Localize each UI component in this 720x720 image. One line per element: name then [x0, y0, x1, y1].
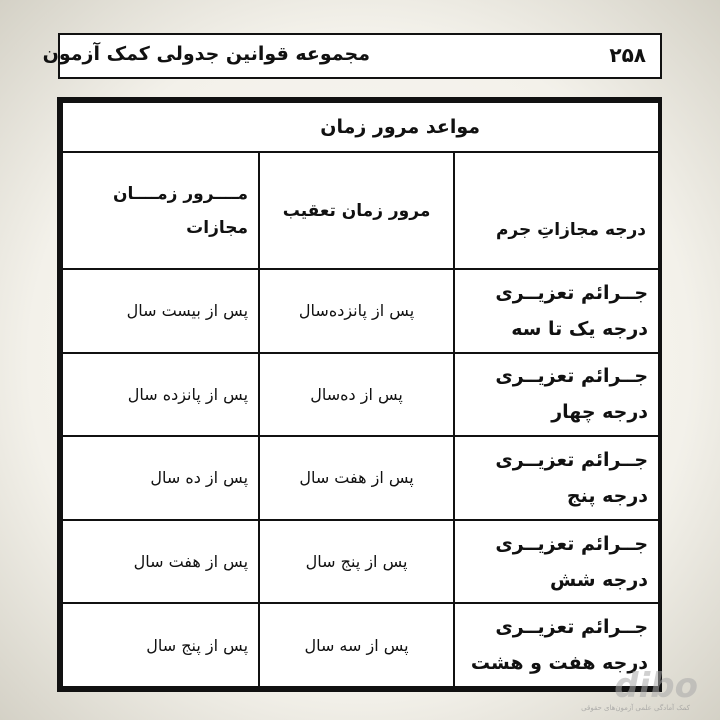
column-header-prosecution: مرور زمان تعقیب	[259, 152, 454, 269]
prosecution-limit-cell: پس از پانزده‌سال	[259, 269, 454, 353]
crime-degree-cell: جــرائم تعزیــری درجه یک تا سه	[454, 269, 659, 353]
crime-degree-cell: جــرائم تعزیــری درجه شش	[454, 520, 659, 604]
limitation-table	[61, 101, 660, 688]
table-row	[62, 353, 659, 437]
page-header	[42, 33, 662, 79]
table-row	[62, 603, 659, 687]
table-title: مواعد مرور زمان	[62, 102, 659, 152]
crime-degree-cell: جــرائم تعزیــری درجه هفت و هشت	[454, 603, 659, 687]
column-header-row	[62, 152, 659, 269]
punishment-limit-cell: پس از پانزده سال	[62, 353, 259, 437]
punishment-limit-cell: پس از هفت سال	[62, 520, 259, 604]
prosecution-limit-cell: پس از هفت سال	[259, 436, 454, 520]
column-header-crime: درجه مجازاتِ جرم	[454, 152, 659, 269]
table-row	[62, 436, 659, 520]
punishment-limit-cell: پس از ده سال	[62, 436, 259, 520]
crime-degree-cell: جــرائم تعزیــری درجه پنج	[454, 436, 659, 520]
table-row	[62, 520, 659, 604]
table-title-row	[62, 102, 659, 152]
punishment-limit-cell: پس از پنج سال	[62, 603, 259, 687]
column-header-punishment: مــــرور زمــــان مجازات	[62, 152, 259, 269]
book-title: مجموعه قوانین جدولی کمک آزمون	[42, 43, 370, 65]
watermark-logo: dibo	[614, 666, 698, 706]
prosecution-limit-cell: پس از سه سال	[259, 603, 454, 687]
crime-degree-cell: جــرائم تعزیــری درجه چهار	[454, 353, 659, 437]
limitation-table-container	[57, 97, 662, 692]
table-row	[62, 269, 659, 353]
watermark-caption: کمک آمادگی علمی آزمون‌های حقوقی	[581, 704, 690, 712]
punishment-limit-cell: پس از بیست سال	[62, 269, 259, 353]
prosecution-limit-cell: پس از پنج سال	[259, 520, 454, 604]
prosecution-limit-cell: پس از ده‌سال	[259, 353, 454, 437]
page-number: ۲۵۸	[609, 43, 646, 67]
